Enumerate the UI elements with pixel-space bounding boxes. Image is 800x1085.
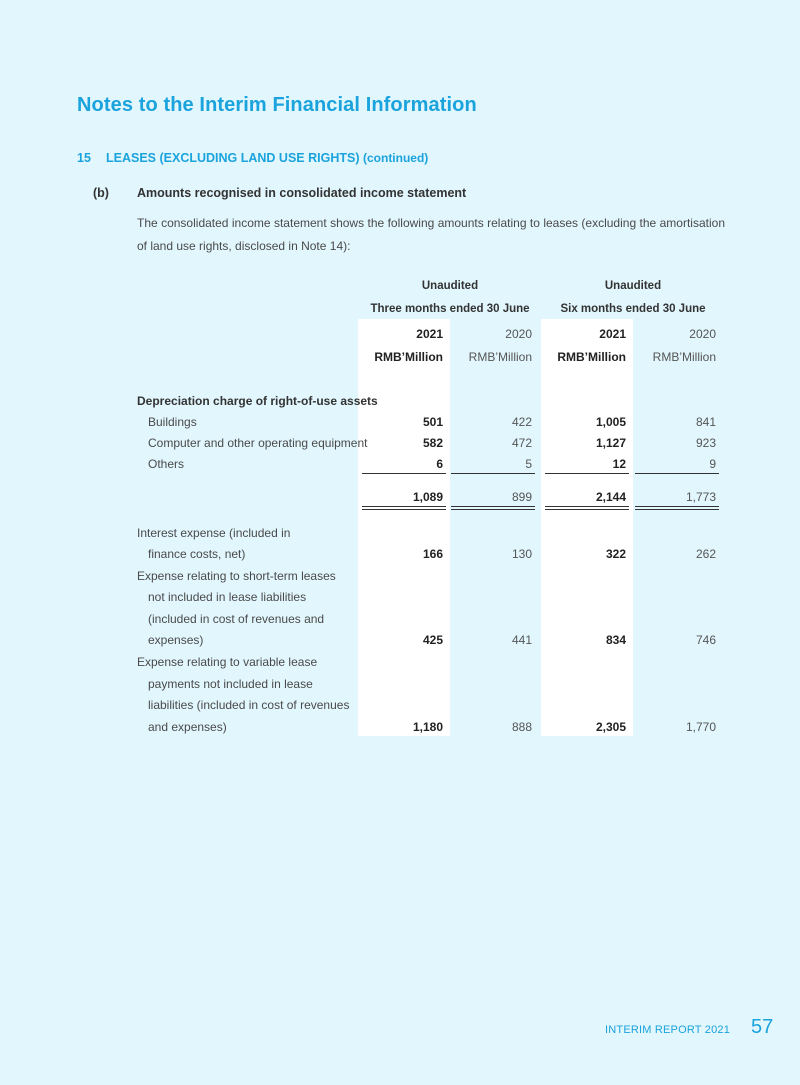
row-label-variable: payments not included in lease (148, 677, 313, 691)
row-label-short-term: (included in cost of revenues and (148, 612, 325, 626)
table-cell: 166 (422, 547, 443, 561)
total-double-rule (545, 506, 629, 507)
row-label-interest: finance costs, net) (148, 547, 246, 561)
depreciation-heading: Depreciation charge of right-of-use assets (137, 394, 378, 408)
total-double-rule (635, 506, 719, 507)
table-cell: 5 (525, 457, 532, 471)
year-header: 2020 (505, 327, 532, 341)
row-label-short-term: Expense relating to short-term leases (137, 569, 336, 583)
unit-header: RMB’Million (374, 350, 443, 364)
unit-header: RMB’Million (557, 350, 626, 364)
unit-header: RMB’Million (652, 350, 716, 364)
table-cell: 501 (422, 415, 443, 429)
total-double-rule (362, 509, 446, 510)
row-label-interest: Interest expense (included in (137, 526, 291, 540)
subtotal-rule (451, 473, 535, 474)
unit-header: RMB’Million (468, 350, 532, 364)
total-double-rule (635, 509, 719, 510)
subsection-title: Amounts recognised in consolidated income statement (137, 186, 467, 200)
subtotal-cell: 2,144 (595, 490, 626, 504)
group1-status: Unaudited (421, 280, 479, 292)
table-cell: 6 (436, 457, 443, 471)
row-label-variable: Expense relating to variable lease (137, 655, 318, 669)
table-cell: 130 (511, 547, 532, 561)
row-label-short-term: expenses) (148, 633, 204, 647)
table-cell: 841 (695, 415, 716, 429)
page-title: Notes to the Interim Financial Information (77, 94, 477, 116)
table-cell: 923 (695, 436, 716, 450)
table-cell: 12 (612, 457, 626, 471)
table-cell: 1,005 (595, 415, 626, 429)
subsection-heading (93, 186, 466, 200)
subsection-label: (b) (93, 186, 109, 200)
table-cell: 834 (605, 633, 626, 647)
table-cell: 1,180 (412, 720, 443, 734)
subtotal-rule (362, 473, 446, 474)
report-name: INTERIM REPORT 2021 (605, 1024, 731, 1036)
table-cell: 1,127 (595, 436, 626, 450)
group1-period: Three months ended 30 June (370, 303, 530, 315)
subtotal-rule (545, 473, 629, 474)
subtotal-cell: 1,773 (685, 490, 716, 504)
row-label-computer-equipment: Computer and other operating equipment (148, 436, 368, 450)
year-header: 2021 (599, 327, 626, 341)
section-heading (77, 151, 428, 165)
page-number: 57 (751, 1016, 774, 1038)
row-label-others: Others (148, 457, 185, 471)
section-title: LEASES (EXCLUDING LAND USE RIGHTS) (106, 151, 360, 165)
total-double-rule (451, 509, 535, 510)
subtotal-cell: 899 (511, 490, 532, 504)
subtotal-cell: 1,089 (412, 490, 443, 504)
table-cell: 262 (695, 547, 716, 561)
row-label-short-term: not included in lease liabilities (148, 590, 307, 604)
group2-period: Six months ended 30 June (560, 303, 706, 315)
total-double-rule (362, 506, 446, 507)
table-cell: 582 (422, 436, 443, 450)
row-label-variable: liabilities (included in cost of revenues (148, 698, 350, 712)
table-cell: 472 (511, 436, 532, 450)
column-highlight-three-months-2021 (358, 319, 450, 736)
row-label-buildings: Buildings (148, 415, 197, 429)
column-highlight-six-months-2021 (541, 319, 633, 736)
table-cell: 441 (511, 633, 532, 647)
table-cell: 322 (605, 547, 626, 561)
table-cell: 888 (511, 720, 532, 734)
year-header: 2020 (689, 327, 716, 341)
subtotal-rule (635, 473, 719, 474)
total-double-rule (451, 506, 535, 507)
section-continued: (continued) (362, 151, 429, 165)
intro-paragraph: The consolidated income statement shows the following amounts relating to leases (excluding the amortisation of land use rights, disclosed in Note 14): (137, 216, 725, 253)
table-cell: 425 (422, 633, 443, 647)
table-cell: 422 (511, 415, 532, 429)
table-cell: 1,770 (685, 720, 716, 734)
row-label-variable: and expenses) (148, 720, 227, 734)
section-number: 15 (77, 151, 91, 165)
total-double-rule (545, 509, 629, 510)
table-cell: 2,305 (595, 720, 626, 734)
table-cell: 746 (695, 633, 716, 647)
year-header: 2021 (416, 327, 443, 341)
table-cell: 9 (709, 457, 716, 471)
group2-status: Unaudited (604, 280, 662, 292)
